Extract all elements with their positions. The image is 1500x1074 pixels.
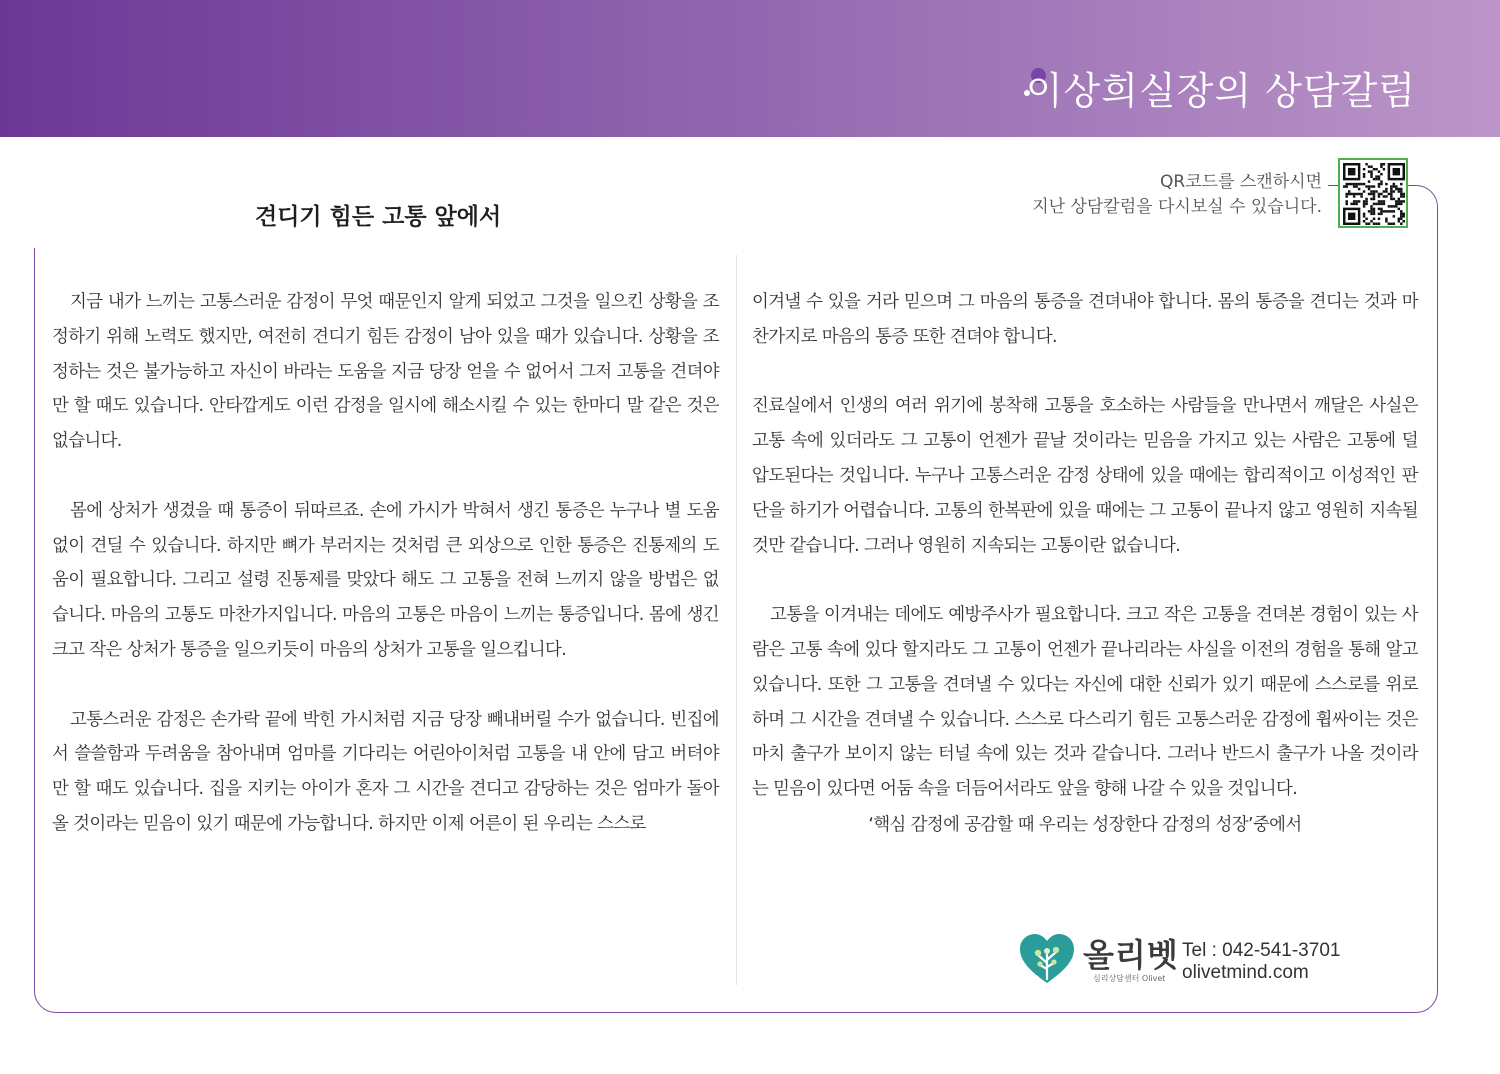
paragraph: 지금 내가 느끼는 고통스러운 감정이 무엇 때문인지 알게 되었고 그것을 일으킨 상황을 조정하기 위해 노력도 했지만, 여전히 견디기 힘든 감정이 남아 있을 때가 있습니다. 상황을 조정하는 것은 불가능하고 자신이 바라는 도움을 지금 당장 얻을 수 없어서 그저 고통을 견뎌야만 할 때도 있습니다. 안타깝게도 이런 감정을 일시에 해소시킬 수 있는 한마디 말 같은 것은 없습니다. [52,292,719,452]
article-left-column [52,285,719,877]
brand-subtitle: 심리상담센터 Olivet [1093,974,1166,983]
column-divider [736,255,737,985]
paragraph: 고통을 이겨내는 데에도 예방주사가 필요합니다. 크고 작은 고통을 견뎌본 경험이 있는 사람은 고통 속에 있다 할지라도 그 고통이 언젠가 끝나리라는 사실을 이전의 경험을 통해 알고 있습니다. 또한 그 고통을 견뎌낼 수 있다는 자신에 대한 신뢰가 있기 때문에 스스로를 위로하며 그 시간을 견뎌낼 수 있습니다. 스스로 다스리기 힘든 고통스러운 감정에 휩싸이는 것은 마치 출구가 보이지 않는 터널 속에 있는 것과 같습니다. 그러나 반드시 출구가 나올 것이라는 믿음이 있다면 어둠 속을 더듬어서라도 앞을 향해 나갈 수 있을 것입니다. [752,605,1419,800]
olivet-heart-tree-icon [1018,933,1076,985]
qr-note [1032,170,1322,220]
article-right-column [752,285,1418,842]
source-quote: ‘핵심 감정에 공감할 때 우리는 성장한다 감정의 성장’중에서 [868,815,1302,835]
paragraph: 몸에 상처가 생겼을 때 통증이 뒤따르죠. 손에 가시가 박혀서 생긴 통증은 누구나 별 도움 없이 견딜 수 있습니다. 하지만 뼈가 부러지는 것처럼 큰 외상으로 인한 통증은 진통제의 도움이 필요합니다. 그리고 설령 진통제를 맞았다 해도 그 고통을 전혀 느끼지 않을 방법은 없습니다. 마음의 고통도 마찬가지입니다. 마음의 고통은 마음이 느끼는 통증입니다. 몸에 생긴 크고 작은 상처가 통증을 일으키듯이 마음의 상처가 고통을 일으킵니다. [52,500,719,660]
paragraph: 이겨낼 수 있을 거라 믿으며 그 마음의 통증을 견뎌내야 합니다. 몸의 통증을 견디는 것과 마찬가지로 마음의 통증 또한 견뎌야 합니다. [752,292,1418,347]
brand-name: 올리벳 [1083,936,1179,974]
header-banner [0,0,1500,137]
website-link[interactable]: olivetmind.com [1182,962,1309,983]
qr-note-line-1: QR코드를 스캔하시면 [1160,172,1322,192]
contact-info [1182,940,1340,984]
column-series-title: 이상희실장의 상담칼럼 [1025,69,1416,113]
qr-code[interactable] [1338,158,1408,228]
qr-code-icon [1343,163,1405,225]
qr-note-line-2: 지난 상담칼럼을 다시보실 수 있습니다. [1032,197,1322,217]
paragraph: 진료실에서 인생의 여러 위기에 봉착해 고통을 호소하는 사람들을 만나면서 깨달은 사실은 고통 속에 있더라도 그 고통이 언젠가 끝날 것이라는 믿음을 가지고 있는 사람은 고통에 덜 압도된다는 것입니다. 누구나 고통스러운 감정 상태에 있을 때에는 합리적이고 이성적인 판단을 하기가 어렵습니다. 고통의 한복판에 있을 때에는 그 고통이 끝나지 않고 영원히 지속될 것만 같습니다. 그러나 영원히 지속되는 고통이란 없습니다. [752,396,1418,556]
phone-number: Tel : 042-541-3701 [1182,940,1341,961]
article-title: 견디기 힘든 고통 앞에서 [255,204,502,230]
paragraph: 고통스러운 감정은 손가락 끝에 박힌 가시처럼 지금 당장 빼내버릴 수가 없습니다. 빈집에서 쓸쓸함과 두려움을 참아내며 엄마를 기다리는 어린아이처럼 고통을 내 안에 담고 버텨야만 할 때도 있습니다. 집을 지키는 아이가 혼자 그 시간을 견디고 감당하는 것은 엄마가 돌아올 것이라는 믿음이 있기 때문에 가능합니다. 하지만 이제 어른이 된 우리는 스스로 [52,709,719,834]
